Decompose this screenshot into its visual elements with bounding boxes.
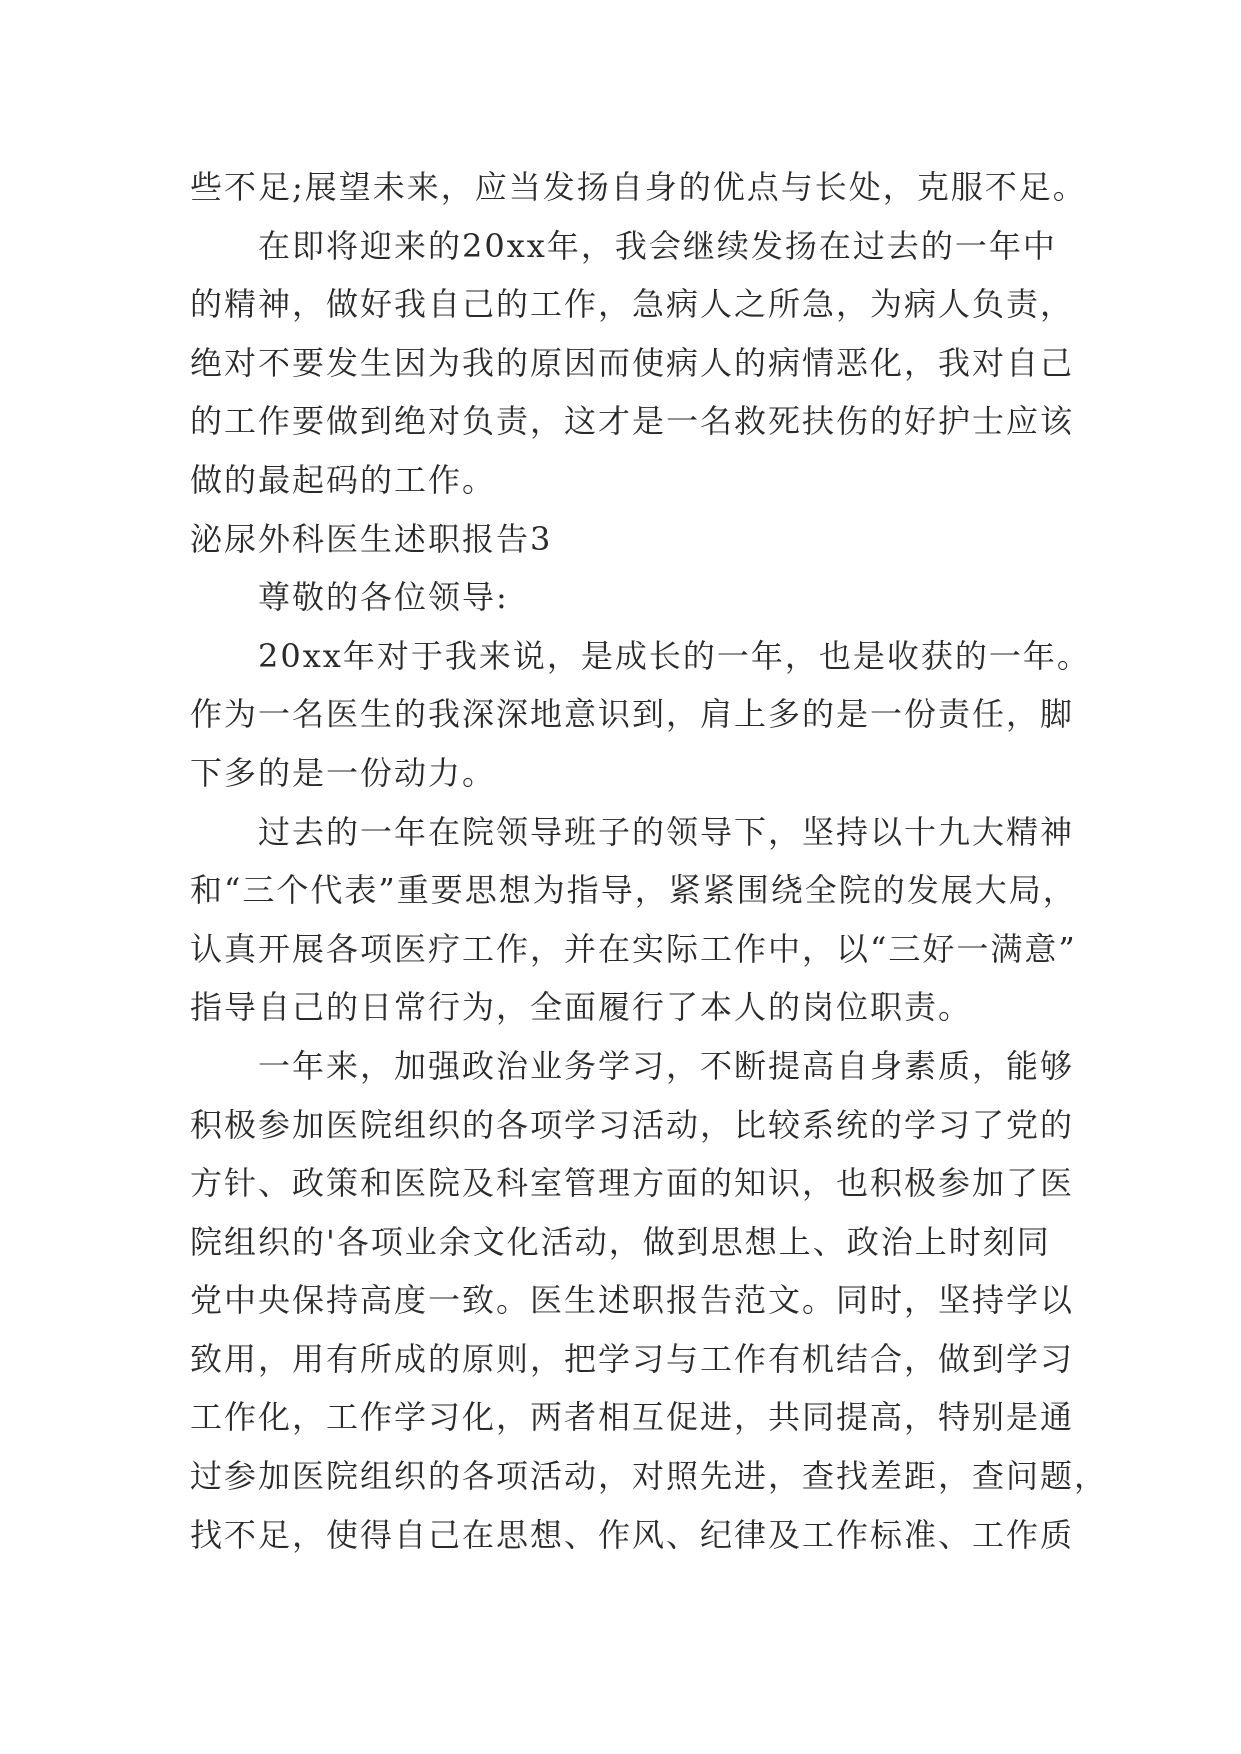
text-line: 下多的是一份动力。 bbox=[190, 753, 497, 792]
text-line: 过参加医院组织的各项活动，对照先进，查找差距，查问题， bbox=[190, 1457, 1109, 1496]
text-line: 作为一名医生的我深深地意识到，肩上多的是一份责任，脚 bbox=[190, 695, 1075, 734]
text-line: 绝对不要发生因为我的原因而使病人的病情恶化，我对自己 bbox=[190, 343, 1075, 382]
text-line: 指导自己的日常行为，全面履行了本人的岗位职责。 bbox=[190, 988, 973, 1027]
paragraph-start-line: 一年来，加强政治业务学习，不断提高自身素质，能够 bbox=[258, 1046, 1075, 1085]
text-line: 工作化，工作学习化，两者相互促进，共同提高，特别是通 bbox=[190, 1398, 1075, 1437]
text-line: 方针、政策和医院及科室管理方面的知识，也积极参加了医 bbox=[190, 1164, 1075, 1203]
text-line: 的工作要做到绝对负责，这才是一名救死扶伤的好护士应该 bbox=[190, 402, 1075, 441]
text-line: 些不足;展望未来，应当发扬自身的优点与长处，克服不足。 bbox=[190, 168, 1087, 206]
text-line: 的精神，做好我自己的工作，急病人之所急，为病人负责， bbox=[190, 285, 1075, 324]
paragraph-start-line: 过去的一年在院领导班子的领导下，坚持以十九大精神 bbox=[258, 812, 1075, 851]
text-line: 党中央保持高度一致。医生述职报告范文。同时，坚持学以 bbox=[190, 1281, 1075, 1320]
paragraph-start-line: 20xx年对于我来说，是成长的一年，也是收获的一年。 bbox=[258, 636, 1091, 675]
paragraph-start-line: 在即将迎来的20xx年，我会继续发扬在过去的一年中 bbox=[258, 226, 1057, 265]
text-line: 找不足，使得自己在思想、作风、纪律及工作标准、工作质 bbox=[190, 1515, 1075, 1554]
text-line: 和“三个代表”重要思想为指导，紧紧围绕全院的发展大局， bbox=[190, 871, 1077, 910]
document-body bbox=[190, 158, 1109, 1564]
text-line: 积极参加医院组织的各项学习活动，比较系统的学习了党的 bbox=[190, 1105, 1075, 1144]
text-line: 认真开展各项医疗工作，并在实际工作中，以“三好一满意” bbox=[190, 929, 1077, 968]
salutation-line: 尊敬的各位领导: bbox=[258, 578, 509, 617]
text-line: 致用，用有所成的原则，把学习与工作有机结合，做到学习 bbox=[190, 1339, 1075, 1378]
text-line: 院组织的'各项业余文化活动，做到思想上、政治上时刻同 bbox=[190, 1222, 1051, 1261]
section-heading: 泌尿外科医生述职报告3 bbox=[190, 519, 553, 558]
text-line: 做的最起码的工作。 bbox=[190, 460, 497, 499]
